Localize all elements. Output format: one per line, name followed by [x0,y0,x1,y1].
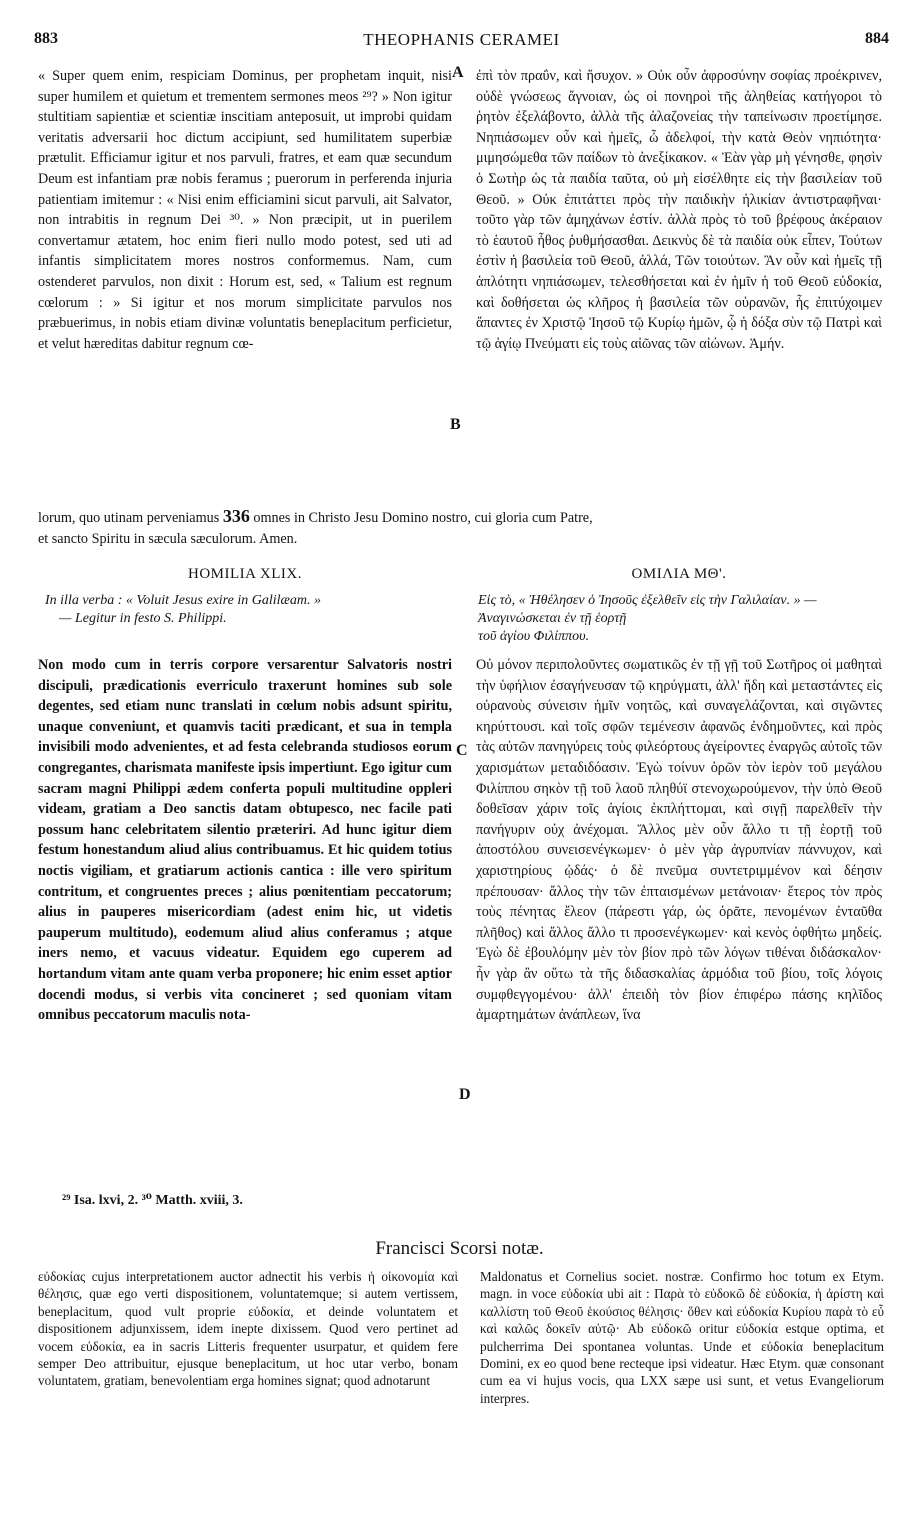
latin-subtitle-line-2: — Legitur in festo S. Philippi. [59,611,227,626]
latin-homily-subtitle [45,592,455,628]
notes-left-column: εὐδοκίας cujus interpretationem auctor adnectit his verbis ἡ οἰκονομία καὶ θέλησις, quæ ego verti dispositionem, voluntatemque; si autem vertissem, beneplacitum, quod vult proprie εὐδοκία, et deinde voluntatem et dispositionem adjunxissem, idem inepte dixissem. Quod vero pertinet ad vocem εὐδοκία, ea in sacris Litteris frequenter usurpatur, et quidem fere semper Deo attribuitur, ejusque beneplacitum, ut hoc utar verbo, bonam voluntatem, gratiam, benevolentiam erga homines signat; quod adnotarunt [38,1269,458,1389]
shared-closing-line [38,506,882,549]
column-number: 336 [222,506,250,526]
greek-homily-title: ΟΜΙΛΙΑ ΜΘ'. [631,566,727,582]
latin-homily-body: Non modo cum in terris corpore versarentur Salvatoris nostri discipuli, prædicationis everriculo traxerunt homines sub sole degentes, sed etiam nunc translati in cœlum nobis adsunt spiritu, unaque conveniunt, et quamvis taciti prædicant, et sua in templa invisibili modo advenientes, et ad festa celebranda studiosos eorum congregantes, charismata manifeste ipsis impertiunt. Ego igitur cum sacram magni Philippi ædem conferta populi multitudine oppleri videam, gratiam a Deo sanctis datam obtupesco, nec facile pati possum hanc celebritatem silentio præteriri. Ad hunc igitur diem festum honestandum aliud alius contribuamus. Et hic quidem totius noctis vigiliam, et gratiarum actionis cantica : ille vero spiritum contritum, et congruentes preces ; alius pœnitentiam peccatorum; alius in pauperes misericordiam (adest enim hic, ut videtis pauperum multitudo), eodemum aliud alius conferamus ; atque iners nemo, et vacuus videatur. Equidem ego cuperem ad hortandum vitam ante quam verba proponere; hic enim esset aptior docendi modus, si verbis vita concineret ; sed quoniam vitam omnibus peccatorum maculis nota- [38,657,452,1024]
closing-line-start: lorum, quo utinam perveniamus [38,510,220,526]
margin-letter-a: A [452,64,464,81]
greek-homily-body: Οὐ μόνον περιπολοῦντες σωματικῶς ἐν τῇ γῇ τοῦ Σωτῆρος οἱ μαθηταὶ τὴν ὑφήλιον ἐσαγήνευσαν τῷ κηρύγματι, ἀλλ' ἤδη καὶ μεταστάντες εἰς οὐρανοὺς σύνεισιν ἡμῖν νοητῶς, καὶ συναγελάζονται, καὶ σιγῶντες κηρύττουσι. καὶ τοῖς σφῶν τεμένεσιν ἀφανῶς ἐνδημοῦντες, καὶ πρὸς τὰς αὐτῶν πανηγύρεις τοὺς φιλεόρτους ἀγείροντες ἐναργῶς αὐτοῖς τῶν χαρισμάτων μεταδιδόασιν. Ἐγὼ τοίνυν ὁρῶν τὸν ἱερὸν τοῦ μεγάλου Φιλίππου σηκὸν τῇ τοῦ λαοῦ πληθύϊ στενοχωρούμενον, τὴν ὑπὸ Θεοῦ δοθεῖσαν χάριν τοῖς ἁγίοις ἐκπλήττομαι, καὶ σιγῇ παρελθεῖν τὴν πανήγυριν οὐχ ἀνέχομαι. Ἄλλος μὲν οὖν ἄλλο τι τῇ ἑορτῇ τοῦ ἀποστόλου συνεισενέγκωμεν· ὁ μὲν γὰρ ἀγρυπνίαν πάννυχον, καὶ χαριστηρίους ᾠδάς· ὁ δὲ πνεῦμα συντετριμμένον καὶ δέησιν πρέπουσαν· ἄλλος τὴν τῶν ἐπταισμένων μετάνοιαν· ἕτερος τὸν πρὸς τοὺς πένητας ἔλεον (πάρεστι γάρ, ὡς ὁρᾶτε, πενομένων ἐνταῦθα πλῆθος) καὶ ἄλλος ἄλλο τι προσενέγκωμεν· καὶ κενὸς ὀφθήτω μηδείς. Ἐγὼ δὲ ἐβουλόμην μὲν τὸν βίον πρὸ τῶν λόγων τιθέναι διδάσκαλον· ἦν γὰρ ἂν οὕτω τὰ τῆς διδασκαλίας ἁρμόδια τοῦ βίου, τοῖς λόγοις συμφθεγγομένου· ἀλλ' ἐπειδὴ τὸν βίον ἐπιφέρω πάσης κηλῖδος ἁμαρτημάτων ἀνάπλεων, ἵνα [476,657,882,1024]
margin-letter-d: D [459,1086,471,1103]
margin-letter-b: B [450,416,461,433]
footnotes: ²⁹ Isa. lxvi, 2. ³⁰ Matth. xviii, 3. [62,1193,243,1208]
closing-line-end: omnes in Christo Jesu Domino nostro, cui gloria cum Patre, [253,510,593,526]
running-title: THEOPHANIS CERAMEI [363,30,560,49]
latin-subtitle-line-1: In illa verba : « Voluit Jesus exire in Galilæam. » [45,593,321,608]
greek-homily-subtitle [478,592,882,646]
notes-title: Francisci Scorsi notæ. [375,1238,544,1259]
page-number-right: 884 [865,30,889,47]
page-header [34,30,889,58]
latin-text-top: « Super quem enim, respiciam Dominus, per prophetam inquit, nisi super humilem et quietum et trementem sermones meos ²⁹? » Non igitur stultitiam sapientiæ et scientiæ inscitiam anteposuit, ut improbi quidam veritatis adversarii hoc dictum accipiunt, sed humilitatem superbiæ prætulit. Efficiamur igitur et nos parvuli, fratres, et eam quæ secundum Deum est infantiam præ nobis feramus ; puerorum in perferenda injuria patientiam imitemur : « Nisi enim efficiamini sicut parvuli, ait Salvator, non intrabitis in regnum Dei ³⁰. » Non præcipit, ut in puerilem convertamur ætatem, hoc enim fieri nullo modo potest, sed uti ad infantis simplicitatem mores nostros conformemus. Nam, cum ostenderet parvulos, non dixit : Horum est, sed, « Talium est regnum cœlorum : » Si igitur et nos morum simplicitate parvulos nos præbuerimus, in nobis etiam divinæ voluntatis beneplacitum perficietur, et velut hæreditas dabitur regnum cœ- [38,68,452,352]
greek-text-top: ἐπὶ τὸν πραΰν, καὶ ἥσυχον. » Οὐκ οὖν ἀφροσύνην σοφίας προέκρινεν, οὐδὲ γνώσεως ἄγνοιαν, ὡς οἱ πονηροὶ τῆς ἀληθείας κατήγοροι τὸ ῥητὸν ἐξελάβοντο, ἀλλὰ τῆς ἀλαζονείας τὴν ταπείνωσιν προετίμησε. Νηπιάσωμεν οὖν καὶ ἡμεῖς, ὦ ἀδελφοί, τὴν κατὰ Θεὸν νηπιότητα· μιμησώμεθα τῶν παίδων τὸ ἀνεξίκακον. « Ἐὰν γὰρ μὴ γένησθε, φησὶν ὁ Σωτὴρ ὡς τὰ παιδία ταῦτα, οὐ μὴ εἰσέλθητε εἰς τὴν βασιλείαν τοῦ Θεοῦ. » Οὐκ ἐπιτάττει πρὸς τὴν παιδικὴν ἡλικίαν ἀντιστραφῆναι· τοῦτο γὰρ τῶν ἀμηχάνων ἐστίν. ἀλλὰ πρὸς τὸ τοῦ βρέφους ἀκέραιον τὸ ἑαυτοῦ ἦθος ῥυθμήσασθαι. Δεικνὺς δὲ τὰ παιδία οὐκ εἶπεν, Τούτων ἐστὶν ἡ βασιλεία τοῦ Θεοῦ, ἀλλά, Τῶν τοιούτων. Ἂν οὖν καὶ ἡμεῖς τῇ ἁπλότητι νηπιάσωμεν, τελεσθήσεται καὶ ἐν ἡμῖν ἡ τοῦ Θεοῦ εὐδοκία, καὶ δοθήσεται ὡς κλῆρος ἡ βασιλεία τῶν οὐρανῶν, ἧς ἐπιτύχοιμεν ἅπαντες ἐν Χριστῷ Ἰησοῦ τῷ Κυρίῳ ἡμῶν, ᾧ ἡ δόξα σὺν τῷ Πατρὶ καὶ τῷ ἁγίῳ Πνεύματι εἰς τοὺς αἰῶνας τῶν αἰώνων. Ἀμήν. [476,68,882,352]
greek-subtitle-line-1: Εἰς τὸ, « Ἠθέλησεν ὁ Ἰησοῦς ἐξελθεῖν εἰς τὴν Γαλιλαίαν. » — Ἀναγινώσκεται ἐν τῇ ἑορτῇ [478,593,817,626]
latin-homily-title: HOMILIA XLIX. [188,566,302,582]
page-number-left: 883 [34,30,58,47]
margin-letter-c: C [456,742,468,759]
notes-right-column: Maldonatus et Cornelius societ. nostræ. Confirmo hoc totum ex Etym. magn. in voce εὐδοκία ubi ait : Παρὰ τὸ εὐδοκῶ δὲ εὐδοκία, ἡ ἀρίστη καὶ καλλίστη τοῦ Θεοῦ ἑκούσιος θέλησις· ὅθεν καὶ εὐδοκία Κυρίου παρὰ τὸ εὖ καὶ καλῶς δοκεῖν αὐτῷ· Ab εὐδοκῶ oritur εὐδοκία estque optima, et pulcherrima Dei spontanea voluntas. Unde et εὐδοκία beneplacitum Domini, ex eo quod bene recteque ipsi videatur. Hæc Etym. quæ consonant cum ea vi hujus vocis, qua LXX sæpe usi sunt, et vetus Evangeliorum interpres. [480,1269,884,1406]
closing-line-tail: et sancto Spiritu in sæcula sæculorum. Amen. [38,530,298,547]
greek-subtitle-line-2: τοῦ ἁγίου Φιλίππου. [478,629,590,644]
